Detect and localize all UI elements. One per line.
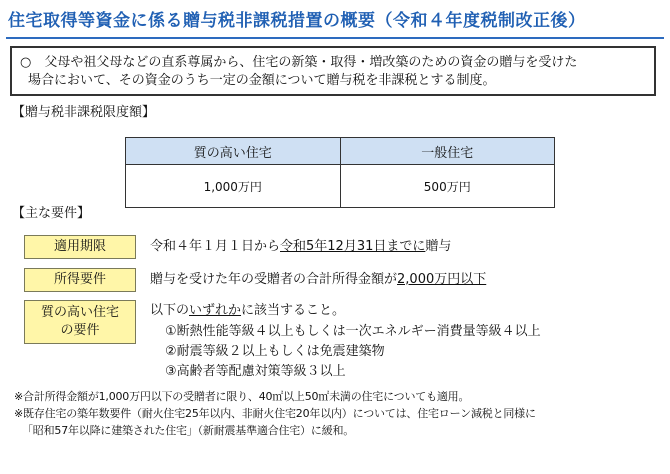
limit-header-high-quality: 質の高い住宅 xyxy=(126,138,341,165)
period-text-suffix: 贈与 xyxy=(425,239,452,254)
housing-condition-1: ①断熱性能等級４以上もしくは一次エネルギー消費量等級４以上 xyxy=(165,324,541,339)
housing-label xyxy=(24,300,136,344)
period-label: 適用期限 xyxy=(24,235,136,259)
limit-value-general: 500万円 xyxy=(340,165,555,208)
note-3: 「昭和57年以降に建築された住宅」（新耐震基準適合住宅）に緩和。 xyxy=(22,424,355,437)
title-divider xyxy=(6,37,664,39)
limit-value-high-quality: 1,000万円 xyxy=(126,165,341,208)
limit-section-heading: 【贈与税非課税限度額】 xyxy=(12,105,156,120)
period-text xyxy=(150,238,451,256)
housing-condition-2: ②耐震等級２以上もしくは免震建築物 xyxy=(165,344,385,359)
period-text-deadline: 令和5年12月31日までに xyxy=(280,239,426,254)
summary-line-2: 場合において、その資金のうち一定の金額について贈与税を非課税とする制度。 xyxy=(28,73,496,88)
housing-intro-text xyxy=(150,302,345,320)
income-text-prefix: 贈与を受けた年の受贈者の合計所得金額が xyxy=(150,272,398,287)
housing-label-line-1: 質の高い住宅 xyxy=(40,305,119,320)
housing-label-line-2: の要件 xyxy=(60,323,100,338)
housing-intro-suffix: に該当すること。 xyxy=(241,303,346,318)
limit-table xyxy=(125,137,555,208)
limit-table-value-row xyxy=(126,165,555,208)
summary-line-1: ○ 父母や祖父母などの直系尊属から、住宅の新築・取得・増改築のための資金の贈与を受けた xyxy=(20,55,578,70)
limit-header-general: 一般住宅 xyxy=(340,138,555,165)
note-1: ※合計所得金額が1,000万円以下の受贈者に限り、40㎡以上50㎡未満の住宅についても適用。 xyxy=(14,390,470,403)
housing-intro-prefix: 以下の xyxy=(150,303,190,318)
note-2: ※既存住宅の築年数要件（耐火住宅25年以内、非耐火住宅20年以内）については、住宅ローン減税と同様に xyxy=(14,407,536,420)
requirements-heading: 【主な要件】 xyxy=(12,206,91,221)
housing-condition-3: ③高齢者等配慮対策等級３以上 xyxy=(165,364,346,379)
income-text-limit: 2,000万円以下 xyxy=(397,272,487,287)
period-text-prefix: 令和４年１月１日から xyxy=(150,239,281,254)
summary-box xyxy=(10,46,656,96)
page-title: 住宅取得等資金に係る贈与税非課税措置の概要（令和４年度税制改正後） xyxy=(8,11,586,31)
housing-intro-emphasis: いずれか xyxy=(189,303,242,318)
income-text xyxy=(150,271,486,289)
limit-table-header-row xyxy=(126,138,555,165)
income-label: 所得要件 xyxy=(24,268,136,292)
